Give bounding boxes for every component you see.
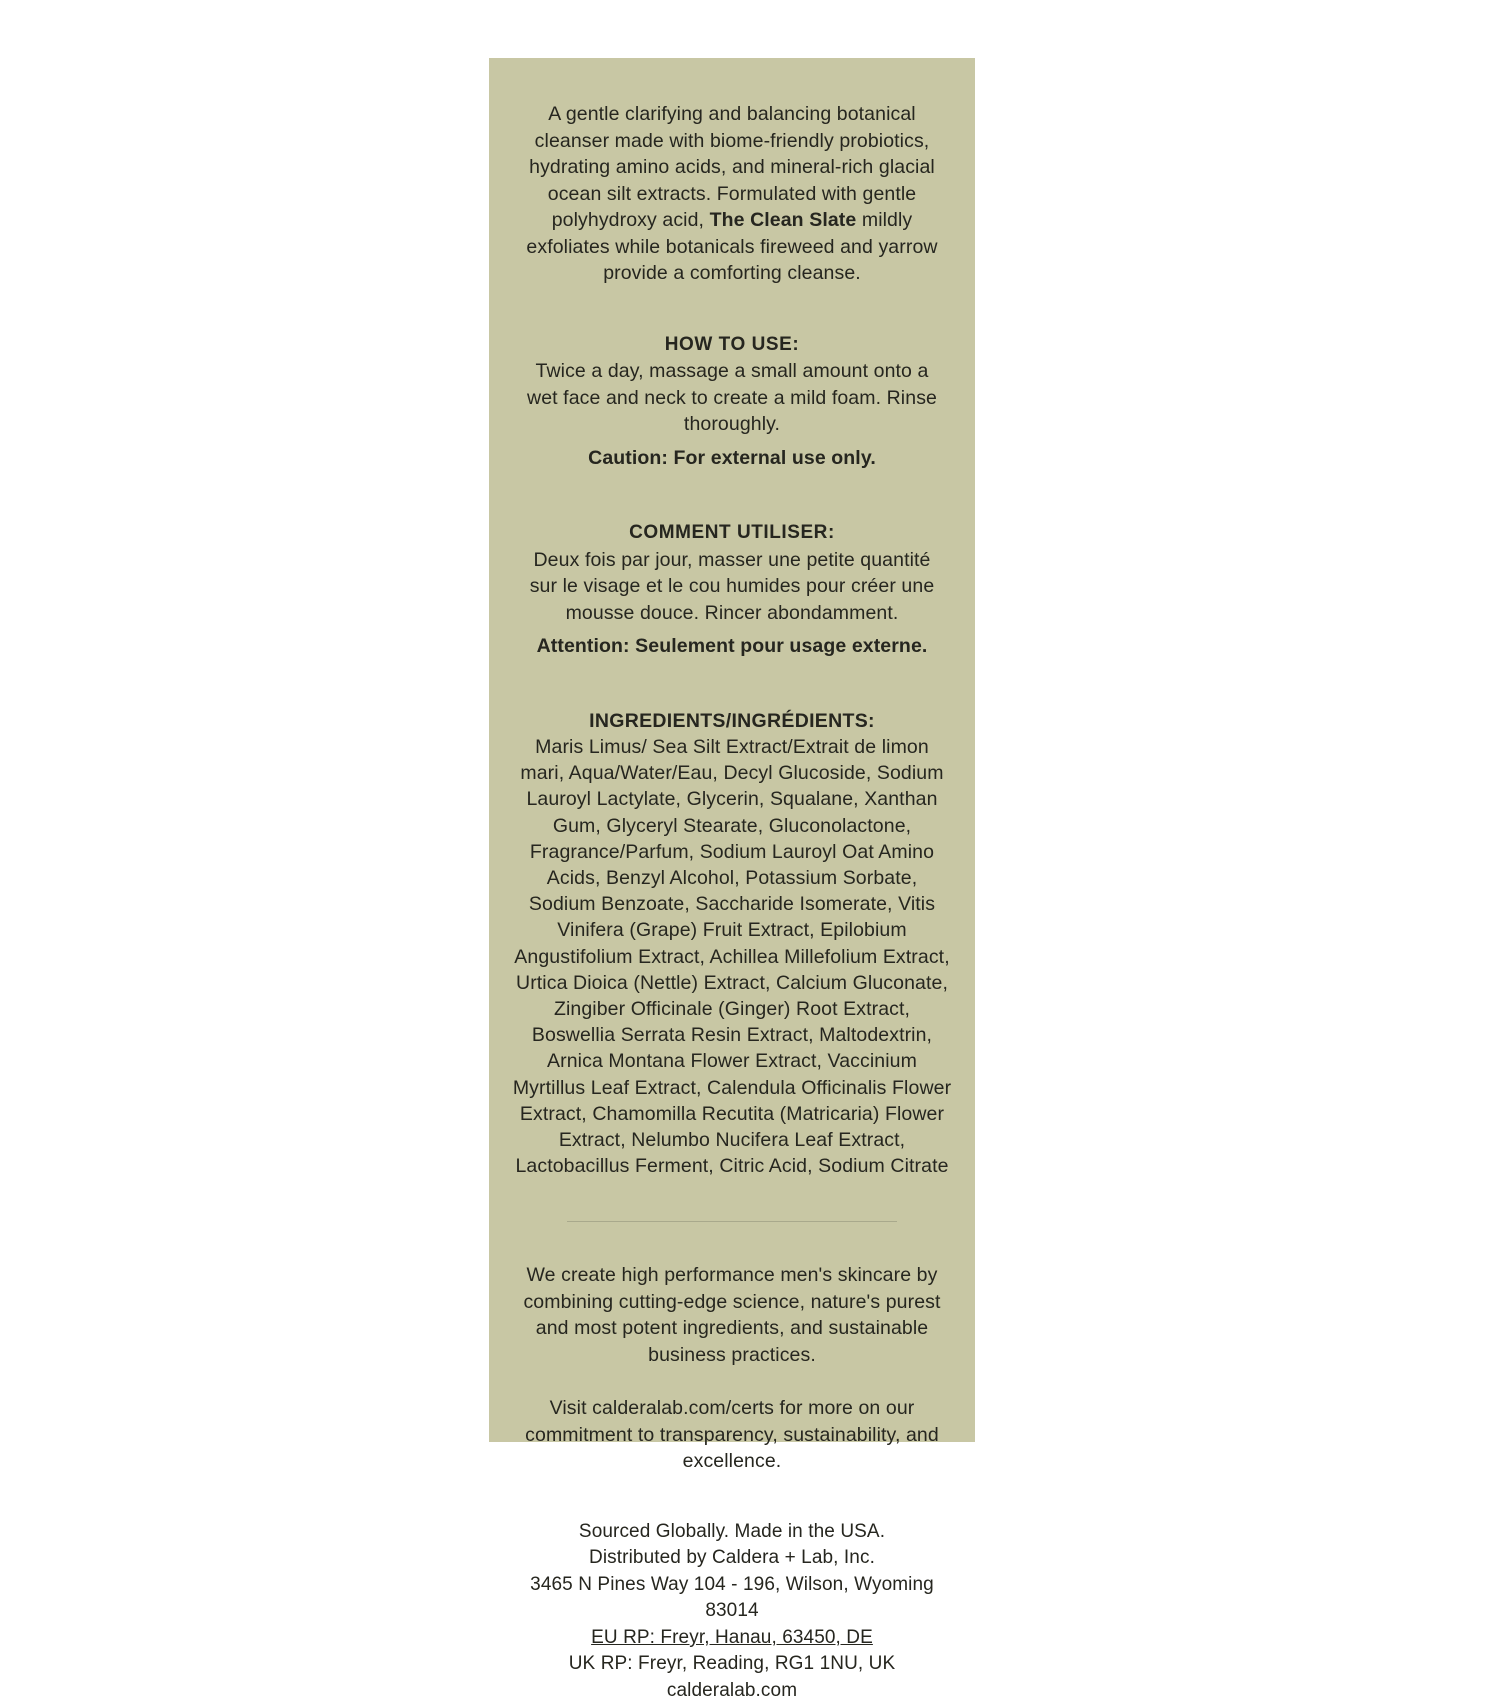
ingredients-heading: INGREDIENTS/INGRÉDIENTS: [589,709,875,732]
legal-line-uk-rp: UK RP: Freyr, Reading, RG1 1NU, UK [568,1653,896,1675]
how-to-use-heading: HOW TO USE: [664,333,800,355]
legal-section [511,1519,953,1704]
mission-section [511,1262,953,1475]
how-to-use-section [511,332,953,472]
attention-note: Attention: Seulement pour usage externe. [536,635,928,657]
mission-statement: We create high performance men's skincare by combining cutting-edge science, nature's purest and most potent ingredients, and sustainable business practices. [523,1264,941,1366]
certifications-note: Visit calderalab.com/certs for more on our commitment to transparency, sustainability, and excellence. [525,1397,939,1473]
caution-note: Caution: For external use only. [588,446,876,469]
legal-line-website: calderalab.com [666,1679,798,1701]
product-label-panel [489,58,975,1701]
how-to-use-body: Twice a day, massage a small amount onto a wet face and neck to create a mild foam. Rinse thoroughly. [527,360,937,435]
legal-line-eu-rp: EU RP: Freyr, Hanau, 63450, DE [591,1626,873,1648]
section-divider [567,1221,897,1222]
legal-line-origin: Sourced Globally. Made in the USA. [578,1520,886,1542]
legal-line-address: 3465 N Pines Way 104 - 196, Wilson, Wyoming 83014 [530,1573,934,1622]
legal-line-distributor: Distributed by Caldera + Lab, Inc. [589,1547,875,1569]
description-text-part-one: A gentle clarifying and balancing botanical cleanser made with biome-friendly probiotics, hydrating amino acids, and mineral-rich glacial ocean silt extracts. Formulated with gentle polyhydroxy acid, [529,103,935,231]
product-description [525,96,939,287]
description-text-part-two: mildly exfoliates while botanicals fireweed and yarrow provide a comforting cleanse. [526,209,938,284]
comment-utiliser-heading: COMMENT UTILISER: [629,522,835,543]
comment-utiliser-body: Deux fois par jour, masser une petite quantité sur le visage et le cou humides pour créer une mousse douce. Rincer abondamment. [529,548,935,624]
comment-utiliser-section [511,520,953,660]
ingredients-list: Maris Limus/ Sea Silt Extract/Extrait de limon mari, Aqua/Water/Eau, Decyl Glucoside, Sodium Lauroyl Lactylate, Glycerin, Squalane, Xanthan Gum, Glyceryl Stearate, Gluconolactone, Fragrance/Parfum, Sodium Lauroyl Oat Amino Acids, Benzyl Alcohol, Potassium Sorbate, Sodium Benzoate, Saccharide Isomerate, Vitis Vinifera (Grape) Fruit Extract, Epilobium Angustifolium Extract, Achillea Millefolium Extract, Urtica Dioica (Nettle) Extract, Calcium Gluconate, Zingiber Officinale (Ginger) Root Extract, Boswellia Serrata Resin Extract, Maltodextrin, Arnica Montana Flower Extract, Vaccinium Myrtillus Leaf Extract, Calendula Officinalis Flower Extract, Chamomilla Recutita (Matricaria) Flower Extract, Nelumbo Nucifera Leaf Extract, Lactobacillus Ferment, Citric Acid, Sodium Citrate [512,736,952,1178]
ingredients-section [511,708,953,1180]
product-name: The Clean Slate [709,209,857,231]
